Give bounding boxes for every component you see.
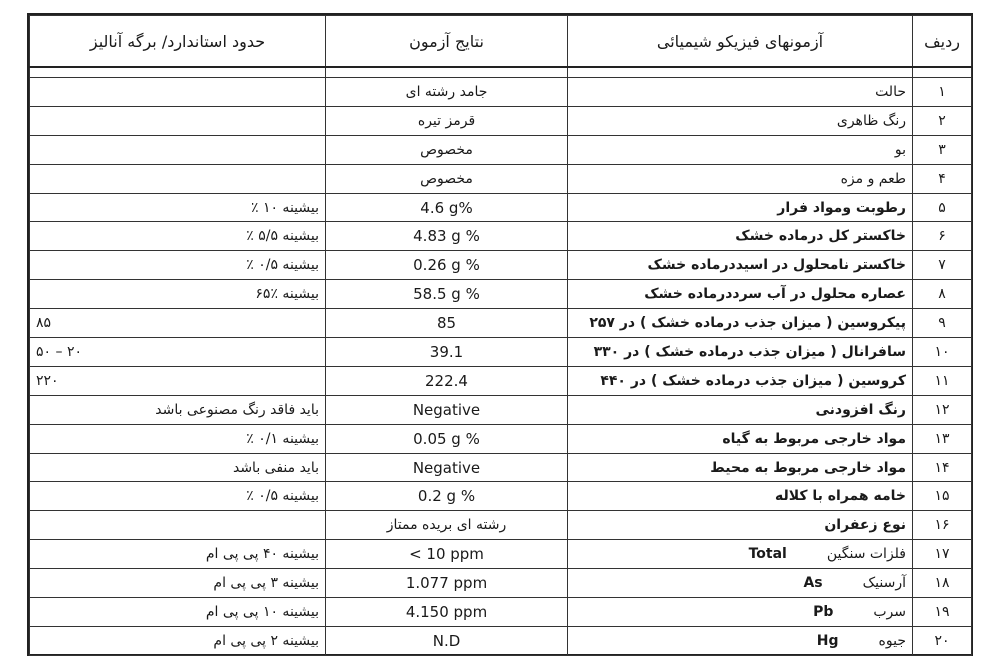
table-row bbox=[30, 569, 972, 598]
table-row bbox=[30, 598, 972, 627]
test-name: خاکستر کل درماده خشک bbox=[735, 228, 906, 245]
element-symbol: Pb bbox=[813, 603, 834, 620]
test-cell bbox=[568, 135, 913, 164]
table-row bbox=[30, 395, 972, 424]
limit-cell: باید منفی باشد bbox=[30, 453, 326, 482]
test-name: حالت bbox=[875, 83, 906, 100]
row-number-cell: ۲ bbox=[913, 106, 972, 135]
row-number-cell: ۲۰ bbox=[913, 626, 972, 655]
limit-cell: بیشینه ۲ پی پی ام bbox=[30, 626, 326, 655]
test-cell bbox=[568, 598, 913, 627]
result-cell: 4.150 ppm bbox=[326, 598, 568, 627]
test-cell bbox=[568, 251, 913, 280]
limit-cell: بیشینه ۰/۵ ٪ bbox=[30, 251, 326, 280]
result-cell: 0.05 g % bbox=[326, 424, 568, 453]
test-name: سافرانال ( میزان جذب درماده خشک ) در ۳۳۰ bbox=[593, 343, 906, 360]
table-row bbox=[30, 251, 972, 280]
table-row bbox=[30, 626, 972, 655]
test-name: بو bbox=[894, 141, 906, 158]
result-cell: Negative bbox=[326, 395, 568, 424]
table-row bbox=[30, 453, 972, 482]
limit-header: حدود استاندارد/ برگه آنالیز bbox=[30, 16, 326, 68]
test-name: خاکستر نامحلول در اسیددرماده خشک bbox=[647, 257, 906, 274]
result-cell: مخصوص bbox=[326, 135, 568, 164]
result-cell: N.D bbox=[326, 626, 568, 655]
element-symbol: Total bbox=[748, 546, 787, 563]
result-cell: 4.6 g% bbox=[326, 193, 568, 222]
result-cell: 85 bbox=[326, 309, 568, 338]
row-number-cell: ۷ bbox=[913, 251, 972, 280]
test-cell bbox=[568, 626, 913, 655]
row-number-cell: ۵ bbox=[913, 193, 972, 222]
table-row bbox=[30, 222, 972, 251]
row-number-cell: ۹ bbox=[913, 309, 972, 338]
limit-cell: بیشینه ۳ پی پی ام bbox=[30, 569, 326, 598]
limit-cell: بیشینه ۰/۵ ٪ bbox=[30, 482, 326, 511]
row-number-cell: ۴ bbox=[913, 164, 972, 193]
limit-cell: ۲۰ – ۵۰ bbox=[30, 338, 326, 367]
test-cell bbox=[568, 453, 913, 482]
limit-cell: بیشینه ٪۶۵ bbox=[30, 280, 326, 309]
test-name: مواد خارجی مربوط به محیط bbox=[710, 459, 906, 476]
test-name: پیکروسین ( میزان جذب درماده خشک ) در ۲۵۷ bbox=[589, 315, 906, 332]
result-cell: رشته ای بریده ممتاز bbox=[326, 511, 568, 540]
table-row bbox=[30, 338, 972, 367]
limit-cell: بیشینه ۰/۱ ٪ bbox=[30, 424, 326, 453]
test-cell bbox=[568, 280, 913, 309]
limit-cell: ۸۵ bbox=[30, 309, 326, 338]
result-cell: قرمز تیره bbox=[326, 106, 568, 135]
table-row bbox=[30, 164, 972, 193]
test-cell bbox=[568, 511, 913, 540]
table-row bbox=[30, 78, 972, 107]
limit-cell: بیشینه ۱۰ ٪ bbox=[30, 193, 326, 222]
test-cell bbox=[568, 540, 913, 569]
test-name: خامه همراه با کلاله bbox=[774, 488, 906, 505]
results-sheet bbox=[27, 13, 973, 656]
row-number-cell: ۱ bbox=[913, 78, 972, 107]
limit-cell: باید فاقد رنگ مصنوعی باشد bbox=[30, 395, 326, 424]
element-symbol: Hg bbox=[816, 632, 839, 649]
row-number-cell: ۱۲ bbox=[913, 395, 972, 424]
result-cell: 0.2 g % bbox=[326, 482, 568, 511]
analysis-table bbox=[29, 15, 972, 656]
test-name: جیوه bbox=[878, 632, 906, 649]
header-separator bbox=[30, 67, 972, 78]
result-cell: جامد رشته ای bbox=[326, 78, 568, 107]
limit-cell: ۲۲۰ bbox=[30, 366, 326, 395]
test-cell bbox=[568, 482, 913, 511]
table-row bbox=[30, 309, 972, 338]
test-cell bbox=[568, 309, 913, 338]
table-row bbox=[30, 106, 972, 135]
limit-cell bbox=[30, 135, 326, 164]
row-number-cell: ۱۹ bbox=[913, 598, 972, 627]
result-cell: Negative bbox=[326, 453, 568, 482]
result-cell: 1.077 ppm bbox=[326, 569, 568, 598]
row-number-cell: ۱۸ bbox=[913, 569, 972, 598]
table-row bbox=[30, 193, 972, 222]
result-cell: 0.26 g % bbox=[326, 251, 568, 280]
row-number-cell: ۱۰ bbox=[913, 338, 972, 367]
limit-cell bbox=[30, 164, 326, 193]
test-cell bbox=[568, 222, 913, 251]
limit-cell bbox=[30, 511, 326, 540]
test-cell bbox=[568, 78, 913, 107]
row-number-cell: ۱۳ bbox=[913, 424, 972, 453]
limit-cell bbox=[30, 106, 326, 135]
test-name: سرب bbox=[873, 603, 906, 620]
result-cell: 58.5 g % bbox=[326, 280, 568, 309]
result-cell: < 10 ppm bbox=[326, 540, 568, 569]
table-row bbox=[30, 540, 972, 569]
row-number-header: ردیف bbox=[913, 16, 972, 68]
test-name: مواد خارجی مربوط به گیاه bbox=[722, 430, 906, 447]
row-number-cell: ۱۵ bbox=[913, 482, 972, 511]
row-number-cell: ۱۱ bbox=[913, 366, 972, 395]
limit-cell bbox=[30, 78, 326, 107]
test-name: فلزات سنگین bbox=[826, 546, 906, 563]
row-number-cell: ۱۶ bbox=[913, 511, 972, 540]
row-number-cell: ۸ bbox=[913, 280, 972, 309]
table-row bbox=[30, 135, 972, 164]
test-name: کروسین ( میزان جذب درماده خشک ) در ۴۴۰ bbox=[600, 372, 906, 389]
limit-cell: بیشینه ۴۰ پی پی ام bbox=[30, 540, 326, 569]
result-header: نتایج آزمون bbox=[326, 16, 568, 68]
element-symbol: As bbox=[803, 575, 823, 592]
test-header: آزمونهای فیزیکو شیمیائی bbox=[568, 16, 913, 68]
result-cell: 222.4 bbox=[326, 366, 568, 395]
result-cell: مخصوص bbox=[326, 164, 568, 193]
test-name: نوع زعفران bbox=[824, 517, 906, 534]
row-number-cell: ۶ bbox=[913, 222, 972, 251]
test-cell bbox=[568, 338, 913, 367]
test-name: عصاره محلول در آب سرددرماده خشک bbox=[644, 286, 906, 303]
test-cell bbox=[568, 193, 913, 222]
test-cell bbox=[568, 164, 913, 193]
row-number-cell: ۳ bbox=[913, 135, 972, 164]
table-row bbox=[30, 280, 972, 309]
header-row bbox=[30, 16, 972, 68]
limit-cell: بیشینه ۵/۵ ٪ bbox=[30, 222, 326, 251]
test-cell bbox=[568, 366, 913, 395]
table-row bbox=[30, 511, 972, 540]
test-cell bbox=[568, 395, 913, 424]
test-name: آرسنیک bbox=[862, 575, 906, 592]
test-cell bbox=[568, 106, 913, 135]
test-cell bbox=[568, 569, 913, 598]
test-name: رنگ افزودنی bbox=[815, 401, 906, 418]
test-name: رطوبت ومواد فرار bbox=[777, 199, 906, 216]
table-row bbox=[30, 482, 972, 511]
test-cell bbox=[568, 424, 913, 453]
row-number-cell: ۱۷ bbox=[913, 540, 972, 569]
row-number-cell: ۱۴ bbox=[913, 453, 972, 482]
result-cell: 4.83 g % bbox=[326, 222, 568, 251]
limit-cell: بیشینه ۱۰ پی پی ام bbox=[30, 598, 326, 627]
result-cell: 39.1 bbox=[326, 338, 568, 367]
table-row bbox=[30, 424, 972, 453]
test-name: طعم و مزه bbox=[840, 170, 906, 187]
table-row bbox=[30, 366, 972, 395]
test-name: رنگ ظاهری bbox=[836, 112, 906, 129]
